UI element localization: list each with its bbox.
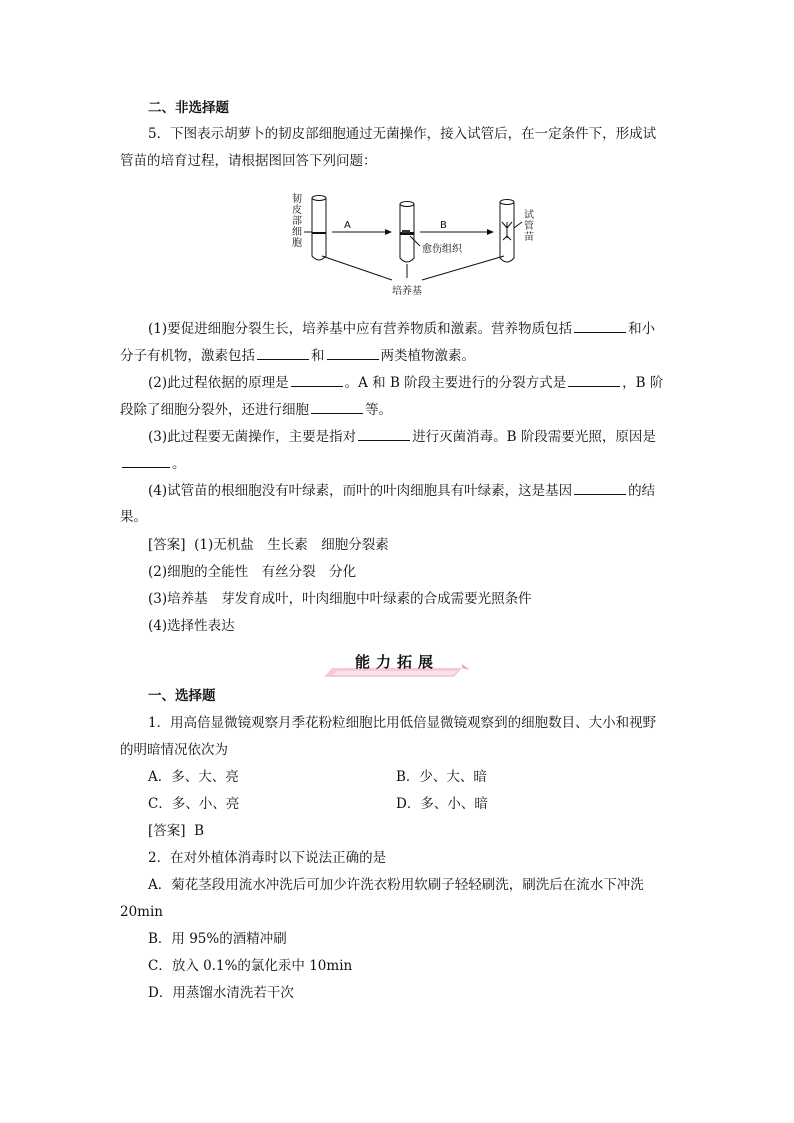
blank xyxy=(327,346,379,360)
c1-option-a: A．多、大、亮 xyxy=(148,769,239,785)
answer-tag: [答案] xyxy=(148,537,186,553)
test-tube-1 xyxy=(312,198,326,260)
callus-mark xyxy=(402,230,410,233)
label-a: A xyxy=(344,220,351,231)
label-cell-3: 细 xyxy=(292,227,302,238)
label-cell-4: 胞 xyxy=(292,238,302,249)
q5-part3-line1: (3)此过程要无菌操作，主要是指对 进行灭菌消毒。B 阶段需要光照，原因是 xyxy=(148,429,656,445)
label-seedling-2: 苗 xyxy=(524,232,534,243)
section-heading-choice: 一、选择题 xyxy=(148,688,216,704)
blank xyxy=(122,454,170,468)
answer-tag: [答案] xyxy=(148,823,186,839)
label-callus: 愈伤组织 xyxy=(422,244,462,255)
q5-answer-line1: [答案] (1)无机盐 生长素 细胞分裂素 xyxy=(148,537,389,553)
blank xyxy=(574,481,626,495)
q5-answer-line2: (2)细胞的全能性 有丝分裂 分化 xyxy=(148,564,357,580)
label-cell-1: 皮 xyxy=(292,205,302,216)
c1-stem-line1: 1．用高倍显微镜观察月季花粉粒细胞比用低倍显微镜观察到的细胞数目、大小和视野 xyxy=(148,715,657,731)
q5-part2-line1: (2)此过程依据的原理是 。A 和 B 阶段主要进行的分裂方式是 ，B 阶 xyxy=(148,375,664,391)
q5-part4-line1: (4)试管苗的根细胞没有叶绿素，而叶的叶肉细胞具有叶绿素，这是基因 的结 xyxy=(148,483,656,499)
blank xyxy=(568,373,620,387)
q5-part3-line2: 。 xyxy=(120,454,186,473)
c1-option-b: B．少、大、暗 xyxy=(396,769,487,785)
label-seedling-0: 试 xyxy=(524,210,534,221)
blank xyxy=(291,373,343,387)
c2-option-b: B．用 95%的酒精冲刷 xyxy=(148,931,287,947)
seedling-mark xyxy=(502,222,512,240)
c2-option-a-line2: 20min xyxy=(120,904,163,920)
q5-part1-line2: 分子有机物，激素包括 和 两类植物激素。 xyxy=(120,348,475,364)
c1-option-c: C．多、小、亮 xyxy=(148,796,240,812)
q5-part1-line1: (1)要促进细胞分裂生长，培养基中应有营养物质和激素。营养物质包括 和小 xyxy=(148,321,656,337)
c1-answer: [答案] B xyxy=(148,823,205,839)
c2-option-a-line1: A．菊花茎段用流水冲洗后可加少许洗衣粉用软刷子轻轻刷洗，刷洗后在流水下冲洗 xyxy=(148,877,644,893)
section-banner-title: 能力拓展 xyxy=(354,653,439,671)
label-medium: 培养基 xyxy=(392,286,422,297)
q5-stem-line2: 管苗的培育过程，请根据图回答下列问题： xyxy=(120,153,377,169)
q5-stem-line1: 5．下图表示胡萝卜的韧皮部细胞通过无菌操作，接入试管后，在一定条件下，形成试 xyxy=(148,126,657,142)
c1-stem-line2: 的明暗情况依次为 xyxy=(120,742,228,758)
label-cell-2: 部 xyxy=(292,216,302,227)
q5-part2-line2: 段除了细胞分裂外，还进行细胞 等。 xyxy=(120,402,392,418)
arrow-b-head xyxy=(487,229,494,235)
q5-part4-line2: 果。 xyxy=(120,509,147,525)
c2-option-c: C．放入 0.1%的氯化汞中 10min xyxy=(148,958,353,974)
blank xyxy=(311,400,363,414)
blank xyxy=(358,427,410,441)
arrow-a-head xyxy=(385,229,392,235)
c2-option-d: D．用蒸馏水清洗若干次 xyxy=(148,985,294,1001)
label-b: B xyxy=(440,220,447,231)
c2-stem: 2．在对外植体消毒时以下说法正确的是 xyxy=(148,850,387,866)
blank xyxy=(257,346,309,360)
label-seedling-1: 管 xyxy=(524,221,534,232)
culture-process-diagram xyxy=(282,188,552,298)
blank xyxy=(574,319,626,333)
q5-answer-line3: (3)培养基 芽发育成叶，叶肉细胞中叶绿素的合成需要光照条件 xyxy=(148,591,532,607)
q5-answer-line4: (4)选择性表达 xyxy=(148,618,235,634)
c1-option-d: D．多、小、暗 xyxy=(396,796,488,812)
label-cell-0: 韧 xyxy=(292,194,302,205)
section-heading-nonchoice: 二、非选择题 xyxy=(148,100,229,116)
